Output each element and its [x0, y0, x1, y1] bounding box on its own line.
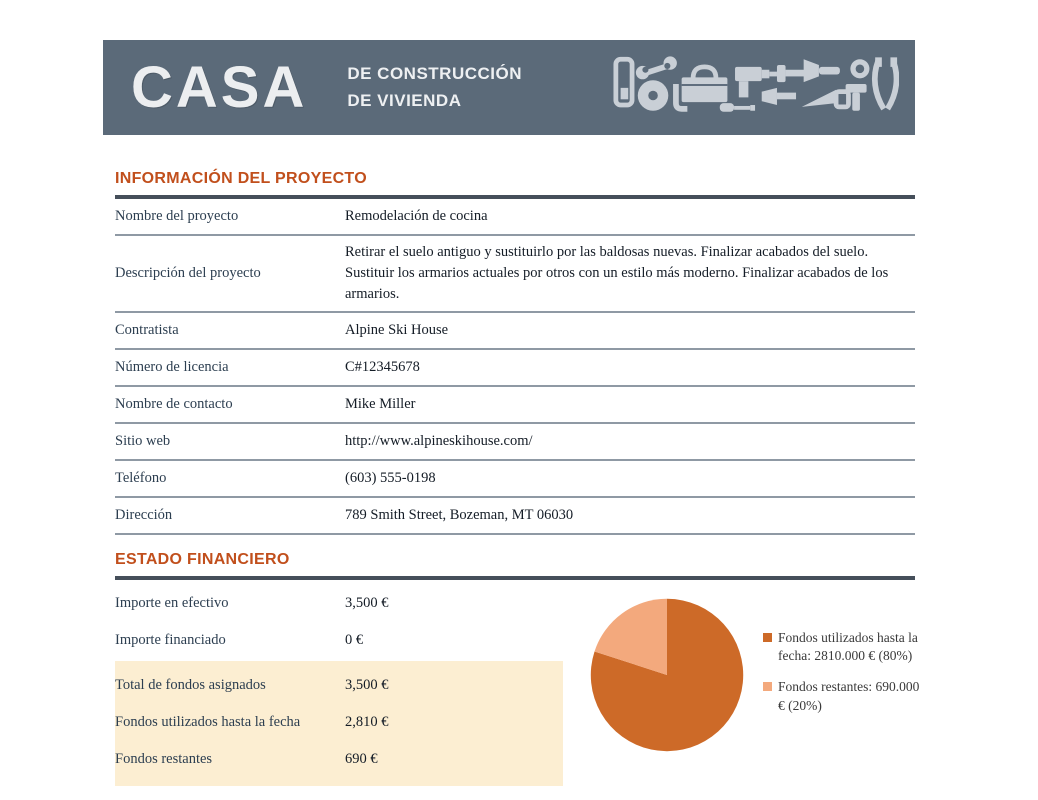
toolbox-icon	[682, 67, 728, 102]
ring-icon	[850, 59, 869, 78]
financial-status-section	[115, 551, 920, 786]
row-value: Mike Miller	[345, 396, 416, 413]
row-value: Alpine Ski House	[345, 322, 449, 339]
tools-icon-strip	[613, 51, 899, 124]
row-value: C#12345678	[345, 359, 420, 376]
table-row	[115, 585, 563, 622]
row-label: Total de fondos asignados	[115, 677, 266, 693]
row-value: 3,500 €	[345, 676, 389, 693]
row-value: 0 €	[345, 631, 364, 648]
legend-label: Fondos restantes: 690.000 € (20%)	[778, 679, 920, 713]
row-label: Importe financiado	[115, 632, 226, 648]
table-row	[115, 236, 915, 313]
row-label: Número de licencia	[115, 359, 229, 376]
wrench-icon	[636, 56, 677, 79]
saw-icon	[802, 90, 849, 107]
legend-item-funds-used	[763, 629, 921, 665]
row-label: Teléfono	[115, 470, 167, 487]
row-label: Fondos utilizados hasta la fecha	[115, 714, 301, 730]
row-label: Descripción del proyecto	[115, 265, 261, 282]
legend-label: Fondos utilizados hasta la fecha: 2810.000 € (80%)	[778, 630, 918, 664]
legend-swatch-light-icon	[763, 682, 772, 691]
financial-rows	[115, 585, 563, 786]
row-value: Retirar el suelo antiguo y sustituirlo por las baldosas nuevas. Finalizar acabados del suelo. Sustituir los armarios actuales por otros con un estilo más moderno. Finalizar acabados de los armarios.	[345, 244, 889, 303]
table-row	[115, 704, 563, 741]
legend-swatch-dark-icon	[763, 633, 772, 642]
row-value: 789 Smith Street, Bozeman, MT 06030	[345, 507, 574, 524]
screwdriver-icon	[720, 103, 755, 112]
funds-pie-chart	[585, 593, 921, 786]
app-subtitle	[347, 61, 522, 114]
table-row	[115, 741, 563, 778]
website-link[interactable]: http://www.alpineskihouse.com/	[345, 433, 533, 450]
table-row	[115, 498, 915, 535]
row-value: Remodelación de cocina	[345, 207, 488, 224]
row-label: Nombre del proyecto	[115, 208, 239, 224]
row-label: Importe en efectivo	[115, 595, 229, 611]
table-row	[115, 461, 915, 498]
app-subtitle-line2: DE VIVIENDA	[347, 90, 462, 110]
financial-body	[115, 585, 920, 786]
row-value: 690 €	[345, 750, 378, 767]
tools-icons-svg	[613, 51, 899, 119]
table-row	[115, 313, 915, 350]
level-icon	[616, 59, 632, 105]
app-subtitle-line1: DE CONSTRUCCIÓN	[347, 64, 523, 84]
financial-status-heading: ESTADO FINANCIERO	[115, 551, 915, 580]
paint-brush-icon	[762, 88, 796, 105]
row-label: Sitio web	[115, 433, 171, 450]
row-value: 3,500 €	[345, 594, 389, 611]
table-row	[115, 622, 563, 659]
legend-item-funds-remaining	[763, 678, 921, 714]
putty-knife-icon	[804, 59, 840, 82]
row-label: Fondos restantes	[115, 751, 213, 767]
project-info-section	[115, 170, 915, 535]
table-row	[115, 350, 915, 387]
row-value: 2,810 €	[345, 713, 389, 730]
row-value: (603) 555-0198	[345, 470, 436, 487]
row-label: Nombre de contacto	[115, 396, 233, 413]
app-title: CASA	[131, 54, 308, 120]
table-row	[115, 387, 915, 424]
chart-legend	[763, 629, 921, 786]
highlighted-totals-block	[115, 661, 563, 786]
header-band	[103, 40, 915, 135]
table-row	[115, 424, 915, 461]
pie-chart-svg	[585, 593, 749, 757]
table-row	[115, 667, 563, 704]
row-label: Contratista	[115, 322, 179, 339]
row-label: Dirección	[115, 507, 173, 524]
table-row	[115, 199, 915, 236]
project-info-heading: INFORMACIÓN DEL PROYECTO	[115, 170, 915, 199]
pliers-icon	[875, 57, 897, 108]
grinding-disc-icon	[638, 80, 669, 111]
